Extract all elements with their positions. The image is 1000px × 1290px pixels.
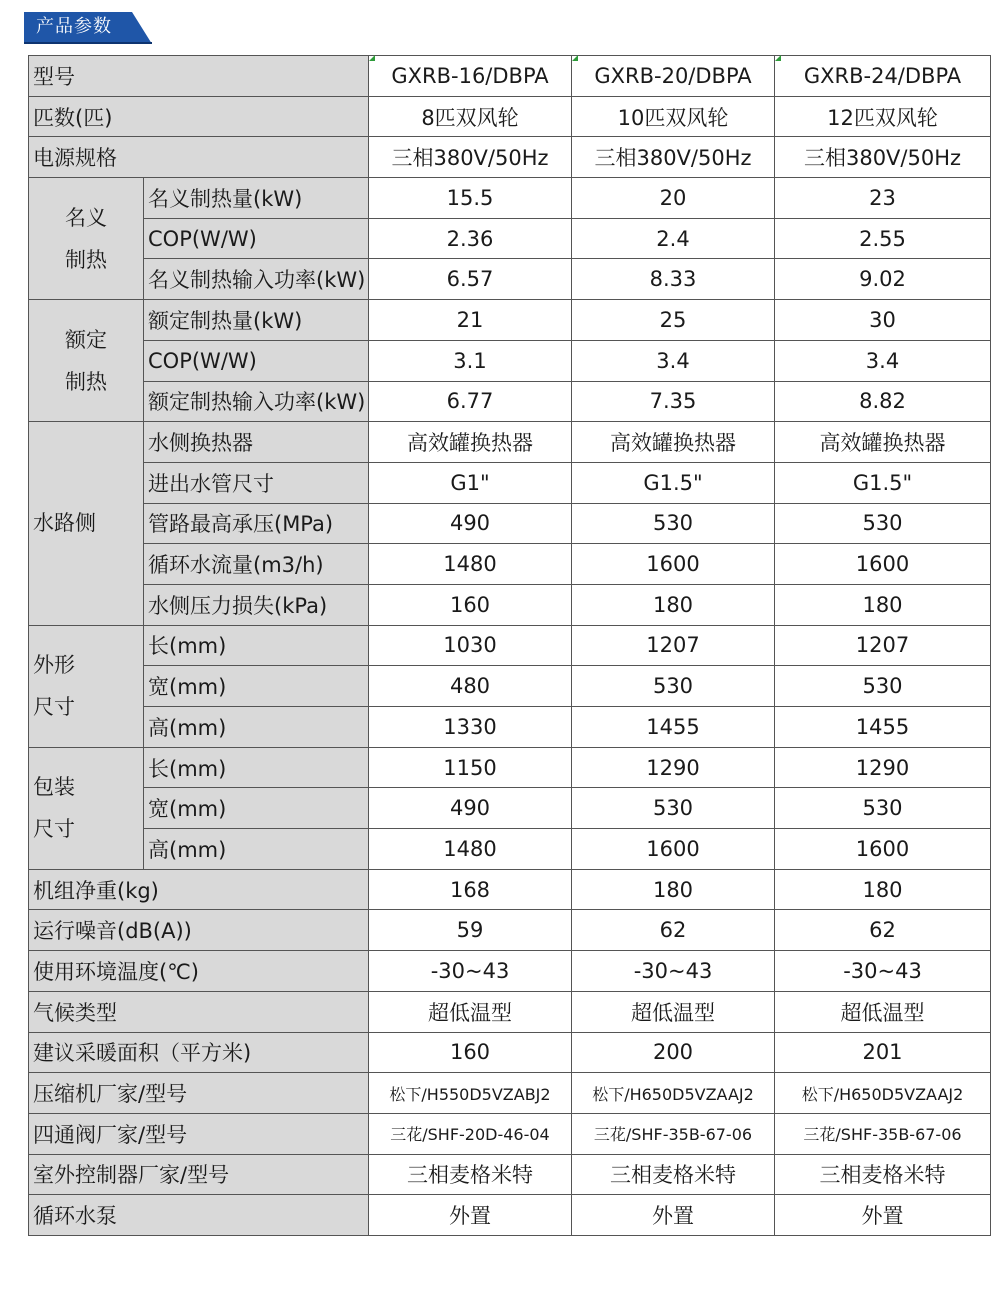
table-row <box>29 1113 991 1154</box>
group-label <box>29 300 144 422</box>
model-header: GXRB-20/DBPA <box>572 56 775 97</box>
table-row <box>29 910 991 951</box>
row-label: COP(W/W) <box>144 218 369 259</box>
value-cell: 8.33 <box>572 259 775 300</box>
row-label: 管路最高承压(MPa) <box>144 503 369 544</box>
value-cell: 15.5 <box>369 178 572 219</box>
value-cell: G1" <box>369 462 572 503</box>
value-cell: 1600 <box>572 544 775 585</box>
row-label: 型号 <box>29 56 369 97</box>
value-cell: 1207 <box>775 625 991 666</box>
group-label-line: 外形 <box>33 653 75 678</box>
value-cell: 530 <box>572 666 775 707</box>
table-row <box>29 829 991 870</box>
value-cell: 180 <box>572 584 775 625</box>
value-cell: 松下/H650D5VZAAJ2 <box>775 1073 991 1114</box>
value-cell: 6.57 <box>369 259 572 300</box>
table-row <box>29 96 991 137</box>
table-row <box>29 218 991 259</box>
row-label: 长(mm) <box>144 625 369 666</box>
value-cell: 1290 <box>775 747 991 788</box>
value-cell: 59 <box>369 910 572 951</box>
value-cell: 2.36 <box>369 218 572 259</box>
table-row <box>29 462 991 503</box>
value-cell: 1150 <box>369 747 572 788</box>
group-label <box>29 422 144 625</box>
value-cell: 1600 <box>572 829 775 870</box>
value-cell: 三花/SHF-35B-67-06 <box>775 1113 991 1154</box>
group-label <box>29 747 144 869</box>
value-cell: 62 <box>775 910 991 951</box>
table-row <box>29 951 991 992</box>
row-label: 四通阀厂家/型号 <box>29 1113 369 1154</box>
value-cell: 490 <box>369 788 572 829</box>
row-label: 机组净重(kg) <box>29 869 369 910</box>
value-cell: 6.77 <box>369 381 572 422</box>
value-cell: 160 <box>369 1032 572 1073</box>
value-cell: 480 <box>369 666 572 707</box>
value-cell: 21 <box>369 300 572 341</box>
value-cell: 20 <box>572 178 775 219</box>
value-cell: 三花/SHF-35B-67-06 <box>572 1113 775 1154</box>
table-row <box>29 340 991 381</box>
value-cell: 180 <box>775 584 991 625</box>
value-cell: -30~43 <box>572 951 775 992</box>
table-row <box>29 381 991 422</box>
table-row <box>29 544 991 585</box>
group-label-line: 额定 <box>65 327 107 352</box>
value-cell: 10匹双风轮 <box>572 96 775 137</box>
value-cell: G1.5" <box>572 462 775 503</box>
group-label <box>29 178 144 300</box>
value-cell: 1330 <box>369 707 572 748</box>
value-cell: 1455 <box>775 707 991 748</box>
model-header: GXRB-16/DBPA <box>369 56 572 97</box>
value-cell: 530 <box>572 788 775 829</box>
value-cell: 1480 <box>369 544 572 585</box>
value-cell: 530 <box>775 788 991 829</box>
table-row <box>29 259 991 300</box>
value-cell: 530 <box>775 666 991 707</box>
table-row <box>29 707 991 748</box>
group-label-line: 包装 <box>33 775 75 800</box>
table-row <box>29 1195 991 1236</box>
table-row <box>29 503 991 544</box>
table-row <box>29 747 991 788</box>
table-row <box>29 584 991 625</box>
value-cell: 2.55 <box>775 218 991 259</box>
value-cell: 7.35 <box>572 381 775 422</box>
value-cell: 1480 <box>369 829 572 870</box>
value-cell: 25 <box>572 300 775 341</box>
row-label: 水侧换热器 <box>144 422 369 463</box>
value-cell: 高效罐换热器 <box>369 422 572 463</box>
row-label: 名义制热输入功率(kW) <box>144 259 369 300</box>
table-row <box>29 625 991 666</box>
row-label: 运行噪音(dB(A)) <box>29 910 369 951</box>
row-label: 电源规格 <box>29 137 369 178</box>
value-cell: 三花/SHF-20D-46-04 <box>369 1113 572 1154</box>
table-row <box>29 1032 991 1073</box>
value-cell: 超低温型 <box>369 991 572 1032</box>
row-label: 使用环境温度(℃) <box>29 951 369 992</box>
row-label: 室外控制器厂家/型号 <box>29 1154 369 1195</box>
value-cell: 松下/H550D5VZABJ2 <box>369 1073 572 1114</box>
value-cell: 12匹双风轮 <box>775 96 991 137</box>
row-label: 宽(mm) <box>144 666 369 707</box>
table-row <box>29 788 991 829</box>
value-cell: -30~43 <box>775 951 991 992</box>
table-row <box>29 422 991 463</box>
corner-marker-icon <box>572 55 578 61</box>
table-row <box>29 869 991 910</box>
value-cell: 30 <box>775 300 991 341</box>
value-cell: 三相麦格米特 <box>572 1154 775 1195</box>
value-cell: 1600 <box>775 544 991 585</box>
group-label <box>29 625 144 747</box>
section-header-tab <box>24 12 152 44</box>
row-label: 进出水管尺寸 <box>144 462 369 503</box>
value-cell: 530 <box>775 503 991 544</box>
value-cell: 180 <box>775 869 991 910</box>
group-label-line: 制热 <box>65 369 107 394</box>
value-cell: 8匹双风轮 <box>369 96 572 137</box>
value-cell: 超低温型 <box>775 991 991 1032</box>
value-cell: 9.02 <box>775 259 991 300</box>
table-row <box>29 991 991 1032</box>
table-row <box>29 300 991 341</box>
row-label: 长(mm) <box>144 747 369 788</box>
table-row <box>29 178 991 219</box>
row-label: 额定制热量(kW) <box>144 300 369 341</box>
row-label: 高(mm) <box>144 707 369 748</box>
section-title: 产品参数 <box>36 16 112 37</box>
value-cell: 160 <box>369 584 572 625</box>
value-cell: 高效罐换热器 <box>572 422 775 463</box>
row-label: 高(mm) <box>144 829 369 870</box>
row-label: 匹数(匹) <box>29 96 369 137</box>
value-cell: 3.1 <box>369 340 572 381</box>
group-label-line: 尺寸 <box>33 817 75 842</box>
row-label: 建议采暖面积（平方米) <box>29 1032 369 1073</box>
group-label-line: 制热 <box>65 247 107 272</box>
spec-table <box>28 55 991 1236</box>
value-cell: -30~43 <box>369 951 572 992</box>
value-cell: 2.4 <box>572 218 775 259</box>
value-cell: 三相380V/50Hz <box>775 137 991 178</box>
value-cell: 1207 <box>572 625 775 666</box>
group-label-line: 尺寸 <box>33 695 75 720</box>
value-cell: 1290 <box>572 747 775 788</box>
value-cell: 三相麦格米特 <box>369 1154 572 1195</box>
value-cell: G1.5" <box>775 462 991 503</box>
value-cell: 外置 <box>369 1195 572 1236</box>
value-cell: 1600 <box>775 829 991 870</box>
value-cell: 23 <box>775 178 991 219</box>
group-label-line: 名义 <box>65 205 107 230</box>
table-row <box>29 137 991 178</box>
model-header: GXRB-24/DBPA <box>775 56 991 97</box>
value-cell: 超低温型 <box>572 991 775 1032</box>
value-cell: 530 <box>572 503 775 544</box>
row-label: 名义制热量(kW) <box>144 178 369 219</box>
value-cell: 200 <box>572 1032 775 1073</box>
row-label: 压缩机厂家/型号 <box>29 1073 369 1114</box>
corner-marker-icon <box>369 55 375 61</box>
row-label: 循环水泵 <box>29 1195 369 1236</box>
value-cell: 180 <box>572 869 775 910</box>
value-cell: 1030 <box>369 625 572 666</box>
row-label: 宽(mm) <box>144 788 369 829</box>
row-label: 气候类型 <box>29 991 369 1032</box>
row-label: 水侧压力损失(kPa) <box>144 584 369 625</box>
corner-marker-icon <box>775 55 781 61</box>
value-cell: 外置 <box>572 1195 775 1236</box>
value-cell: 62 <box>572 910 775 951</box>
value-cell: 8.82 <box>775 381 991 422</box>
group-label-line: 水路侧 <box>33 511 96 536</box>
row-label: COP(W/W) <box>144 340 369 381</box>
value-cell: 168 <box>369 869 572 910</box>
value-cell: 490 <box>369 503 572 544</box>
row-label: 额定制热输入功率(kW) <box>144 381 369 422</box>
value-cell: 松下/H650D5VZAAJ2 <box>572 1073 775 1114</box>
table-row <box>29 1154 991 1195</box>
table-row <box>29 1073 991 1114</box>
value-cell: 三相麦格米特 <box>775 1154 991 1195</box>
value-cell: 201 <box>775 1032 991 1073</box>
value-cell: 三相380V/50Hz <box>369 137 572 178</box>
value-cell: 3.4 <box>775 340 991 381</box>
row-label: 循环水流量(m3/h) <box>144 544 369 585</box>
value-cell: 3.4 <box>572 340 775 381</box>
value-cell: 三相380V/50Hz <box>572 137 775 178</box>
value-cell: 1455 <box>572 707 775 748</box>
table-row-model <box>29 56 991 97</box>
value-cell: 外置 <box>775 1195 991 1236</box>
value-cell: 高效罐换热器 <box>775 422 991 463</box>
table-row <box>29 666 991 707</box>
